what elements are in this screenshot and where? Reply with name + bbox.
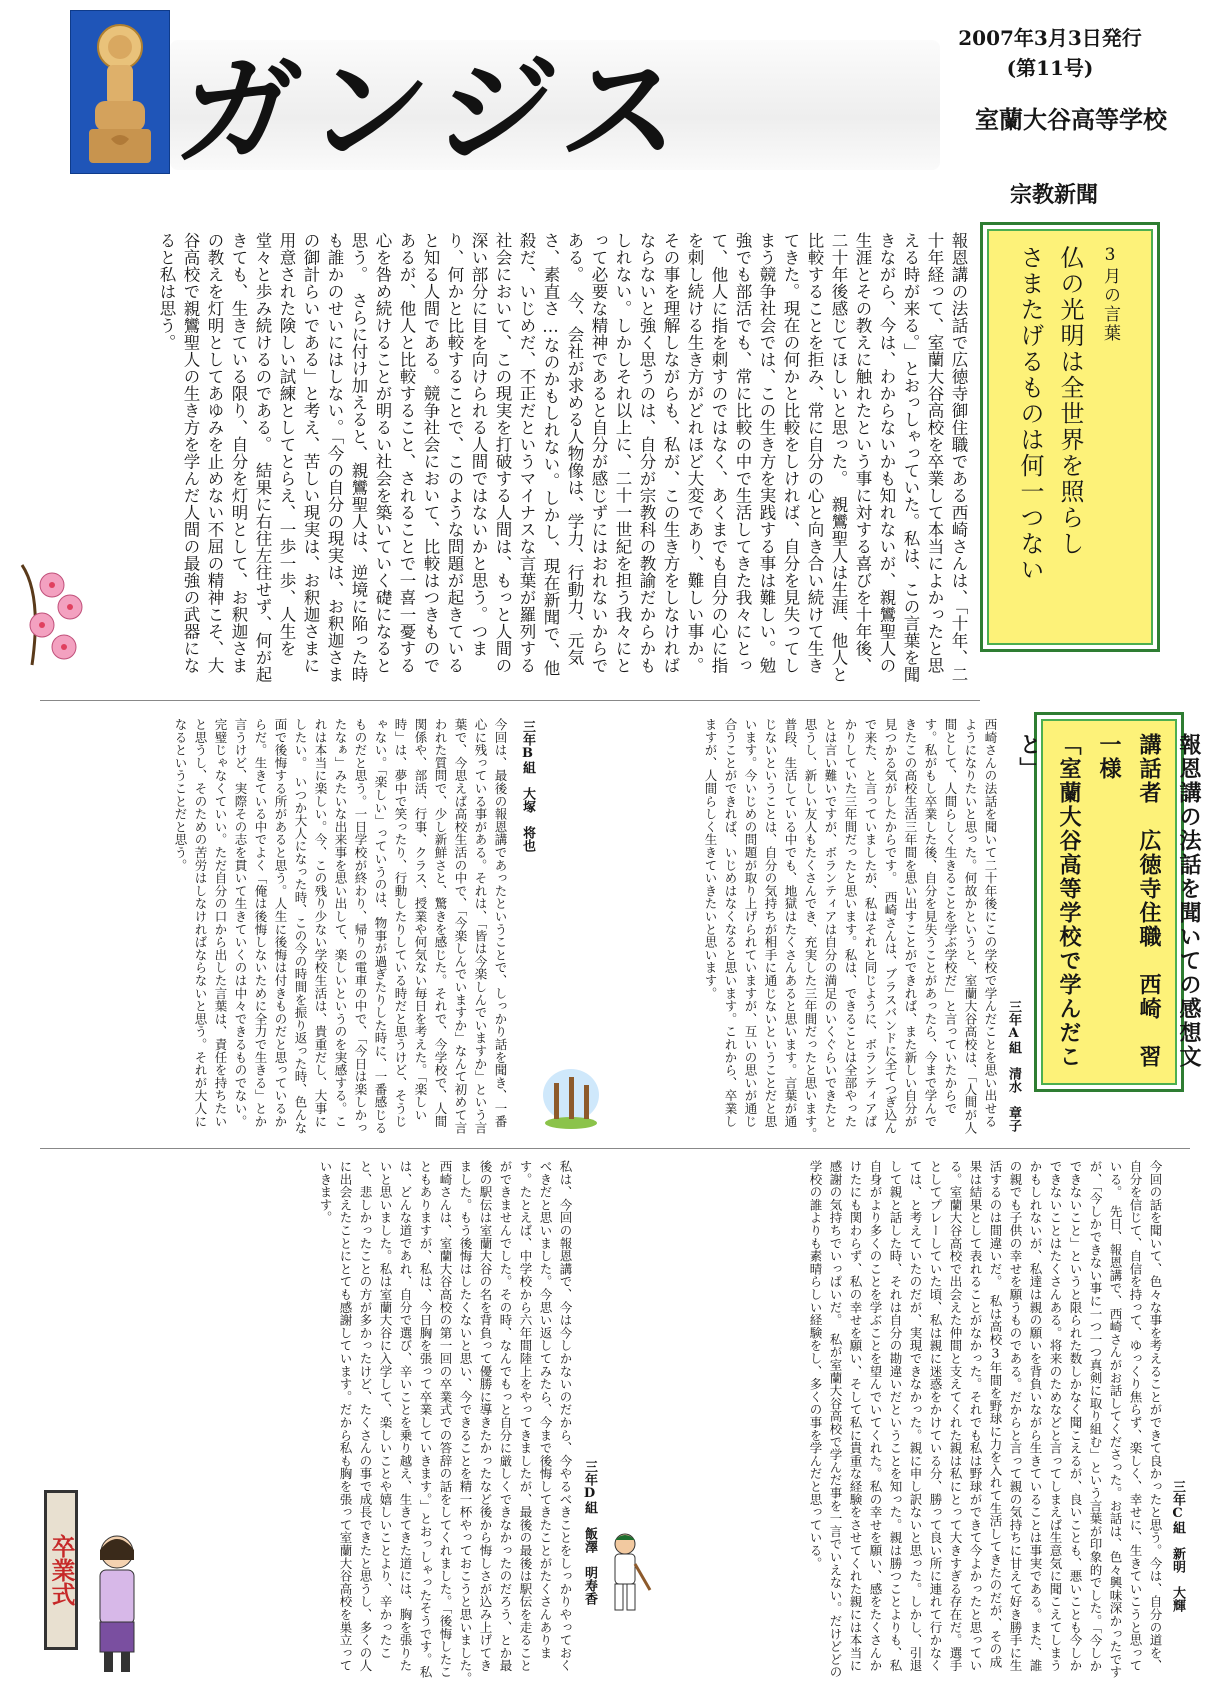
essay-d-text: 私は、今回の報恩講で、今は今しかないのだから、今やるべきことをしっかりやっておくべきだと思いました。今思い返してみたら、今まで後悔してきたことがたくさんあります。たとえば、中学校から六年間陸上をやってきましたが、最後の最後は駅伝を走ることができませんでした。その時、なんでもっと自分に厳しくできなかったのだろう、とか最後の駅伝は室蘭大谷の名を背負って優勝に導きたかったなど後から悔しさが込み上げてきました。もう後悔はしたくないと思い、今できることを精一杯やっておこうと思いました。 西崎さんは、室蘭大谷高校の第一回の卒業式での答辞の話をしてくれました。「後悔したこともありますが、私は、今日胸を張って卒業していきます。」とおっしゃったそうです。私は、どんな道であれ、自分で選び、辛いことを乗り越え、生きてきた道には、胸を張りたいと思いました。私は室蘭大谷に入学して、楽しいことや嬉しいことより、辛かったこと、悲しかったことの方が多かったけど、たくさんの事で成長できたと思うし、多くの人に出会えたことにとても感謝しています。だから私も胸を張って室蘭大谷高校を巣立っていきます。 xyxy=(318,1160,573,1692)
student-figure xyxy=(86,1530,148,1680)
buddha-statue-image xyxy=(70,10,170,174)
masthead-title: ガンジス xyxy=(170,42,704,180)
lecture-title-line-2: 講話者 広徳寺住職 西崎 習一様 xyxy=(1096,733,1162,1069)
essay-a-text: 西崎さんの法話を聞いて二十年後にこの学校で学んだことを思い出せるようになりたいと思った。何故かというと、室蘭大谷高校は、「人間が人間として、人間らしく生きることを学ぶ学校だ」と言っていたからです。私がもし卒業した後、自分を見失うことがあったら、今まで学んできたこの高校生活三年間を思い出すことができれば、また新しい自分が見つかる気がしたからです。 西崎さんは、ブラスバンドに全てつぎ込んで来た、と言っていましたが、私はそれと同じように、ボランティアばかりしていた三年間だったと思います。私は、できることは全部やったとは言い難いですが、ボランティアは自分の満足のいくぐらいできたと思うし、新しい友人もたくさんでき、充実した三年間だったと思います。 普段、生活している中でも、地獄はたくさんあると思います。言葉が通じないということは、自分の気持ちが相手に通じないということだと思います。今いじめの問題が取り上げられていますが、互いの思いが通じ合うことができれば、いじめはなくなると思います。これから、卒業しますが、人間らしく生きていきたいと思います。 xyxy=(703,718,998,1147)
monthly-words xyxy=(1010,231,1130,645)
issue-date: 2007年3月3日発行 xyxy=(958,26,1142,50)
essay-d-byline: 三年D組 飯澤 明寿香 xyxy=(582,1460,597,1605)
lecture-title-line-1: 報恩講の法話を聞いての感想文 xyxy=(1176,733,1202,1069)
flower-illustration xyxy=(12,555,92,679)
section-divider xyxy=(40,700,980,701)
festival-illustration xyxy=(540,1065,602,1131)
essay-c-byline: 三年C組 新明 大輝 xyxy=(1170,1480,1185,1612)
graduation-ceremony-illustration xyxy=(42,1490,150,1680)
lecture-title xyxy=(1009,721,1209,1083)
paper-type: 宗教新聞 xyxy=(1010,183,1099,208)
essay-c-text: 今回の話を聞いて、色々な事を考えることができて良かったと思う。今は、自分の道を、自分を信じて、自信を持って、ゆっくり焦らず、楽しく、幸せに、生きていこうと思っている。 先日、報恩講で、西崎さんがお話してくださった。お話は、色々興味深かったですが、「今しかできない事に一つ一つ真剣に取り組む」という言葉が印象的でした。「今しかできないこと」というと限られた数しかなく聞こえるが、良いことも、悪いことも今しかできないことはたくさんある。将来のためなどと言ってしまえば生意気に聞こえてしまうかもしれないが、私達は親の願いを背負いながら生きていることは事実である。また、誰の親でも子供の幸せを願うものである。だからと言って親の気持ちに甘えて好き勝手に生活するのは間違いだ。 私は高校3年間を野球に力を入れて生活してきたのだが、その成果は結果として表れることがなかった。それでも私は野球ができて今よかったと思っている。室蘭大谷高校で出会えた仲間と支えてくれた親は私にとって大きすぎる存在だ。選手としてプレーしていた頃、私は親に迷惑をかけている分、勝って良い所に連れて行かなくては、と考えていたのだが、実現できなかった。親に申し訳ないと思った。しかし、引退して親と話した時、それは自分の勘違いだということを知った。親は勝つことよりも、私自身がより多くのことを学ぶことを望んでいてくれた。私の幸せを願い、感をたくさんかけたにも関わらず、私の幸せを願い、そして私に貴重な経験をさせてくれた親には本当に感謝の気持ちでいっぱいだ。 私が室蘭大谷高校で学んだ事を一言でいえない。だけどどの学校の誰よりも素晴らしい経験をし、多くの事を学んだと思っている。 xyxy=(808,1160,1163,1679)
issue-number: (第11号) xyxy=(1006,56,1094,80)
school-name: 室蘭大谷高等学校 xyxy=(975,106,1167,134)
essay-a-byline: 三年A組 清水 章子 xyxy=(1006,1000,1021,1132)
monthly-words-line-1: 仏の光明は全世界を照らし xyxy=(1056,245,1084,557)
monthly-words-box xyxy=(980,222,1160,652)
main-article: 報恩講の法話で広徳寺御住職である西崎さんは、「十年、二十年経って、室蘭大谷高校を卒業して本当によかったと思える時が来る。」とおっしゃっていた。私は、この言葉を聞きながら、今は、わからないかも知れないが、親鸞聖人の生涯とその教えに触れたという事に対する喜びを十年後、二十年後感じてほしいと思った。 親鸞聖人は生涯、他人と比較することを拒み、常に自分の心と向き合い続けて生きてきた。現在の何かと比較をしければ、自分を見失ってしまう競争社会では、この生き方を実践する事は難しい。勉強でも部活でも、常に比較の中で生活してきた我々にとって、他人に指を刺すのではなく、あくまでも自分の心に指を刺し続ける生き方がどれほど大変であり、難しい事か。その事を理解しながらも、私が、この生き方をしなければならないと強く思うのは、自分が宗教科の教諭だからかもしれない。しかしそれ以上に、二十一世紀を担う我々にとって必要な精神であると自分が感じずにはおれないからである。 今、会社が求める人物像は、学力、行動力、元気さ、素直さ…なのかもしれない。しかし、現在新聞で、他殺だ、いじめだ、不正だというマイナスな言葉が羅列する社会において、この現実を打破する人間は、もっと人間の深い部分に目を向けられる人間ではないかと思う。つまり、何かと比較することで、このような問題が起きていると知る人間である。競争社会において、比較はつきものであるが、他人と比較すること、されることで一喜一憂する心を咎め続けることが明るい社会を築いていく礎になると思う。 さらに付け加えると、親鸞聖人は、逆境に陥った時も誰かのせいにはしない。「今の自分の現実は、お釈迦さまの御計らいである」と考え、苦しい現実は、お釈迦さまに用意された険しい試練としてとらえ、一歩一歩、人生を堂々と歩み続けるのである。 結果に右往左往せず、何が起きても、生きている限り、自分を灯明として、お釈迦さまの教えを灯明としてあゆみを止めない不屈の精神こそ、大谷高校で親鸞聖人の生き方を学んだ人間の最強の武器になると私は思う。 xyxy=(157,232,968,683)
graduation-sign: 卒業式 xyxy=(44,1490,78,1650)
baseball-player-illustration xyxy=(598,1530,652,1618)
essay-b-byline: 三年B組 大塚 将也 xyxy=(520,720,535,852)
monthly-words-line-2: さまたげるものは何一つない xyxy=(1016,245,1044,583)
essay-b-text: 今回は、最後の報恩講であったということで、しっかり話を聞き、一番心に残っている事がある。それは、「皆は今楽しんでいますか」という言葉で、今思えば高校生活の中で、「今楽しんでいますか」なんて初めて言われた質問で、少し新鮮さと、驚きを感じた。それで、今学校で、人間関係や、部活、行事、クラス、授業や何気ない毎日を考えた。「楽しい時」は、夢中で笑ったり、行動したりしている時だと思うけど、そうじゃない。「楽しい」っていうのは、物事が過ぎたりした時に、一番感じるものだと思う。一日学校が終わり、帰りの電車の中で、「今日は楽しかったなぁ」みたいな出来事を思い出して、楽しいというのを実感する。これは本当に楽しい。今、この残り少ない学校生活は、貴重だし、大事にしたい。 いつか大人になった時、この今の時間を振り返った時、色んな面で後悔する所があると思う。人生に後悔は付きものだと思っているからだ。生きている中でよく「俺は後悔しないために全力で生きる」とか言うけど、実際その志を貫いて生きていくのは中々できるものでない。完璧じゃなくていい。ただ自分の口から出した言葉は、責任を持ちたいと思うし、そのための苦労はしなければならないと思う。それが大人になるということだと思う。 xyxy=(173,718,508,1135)
monthly-words-label: 3月の言葉 xyxy=(1100,245,1120,343)
section-divider-2 xyxy=(40,1148,1190,1149)
lecture-title-box xyxy=(1016,712,1202,1092)
lecture-title-line-3: 「室蘭大谷高等学校で学んだこと」 xyxy=(1016,733,1082,1069)
